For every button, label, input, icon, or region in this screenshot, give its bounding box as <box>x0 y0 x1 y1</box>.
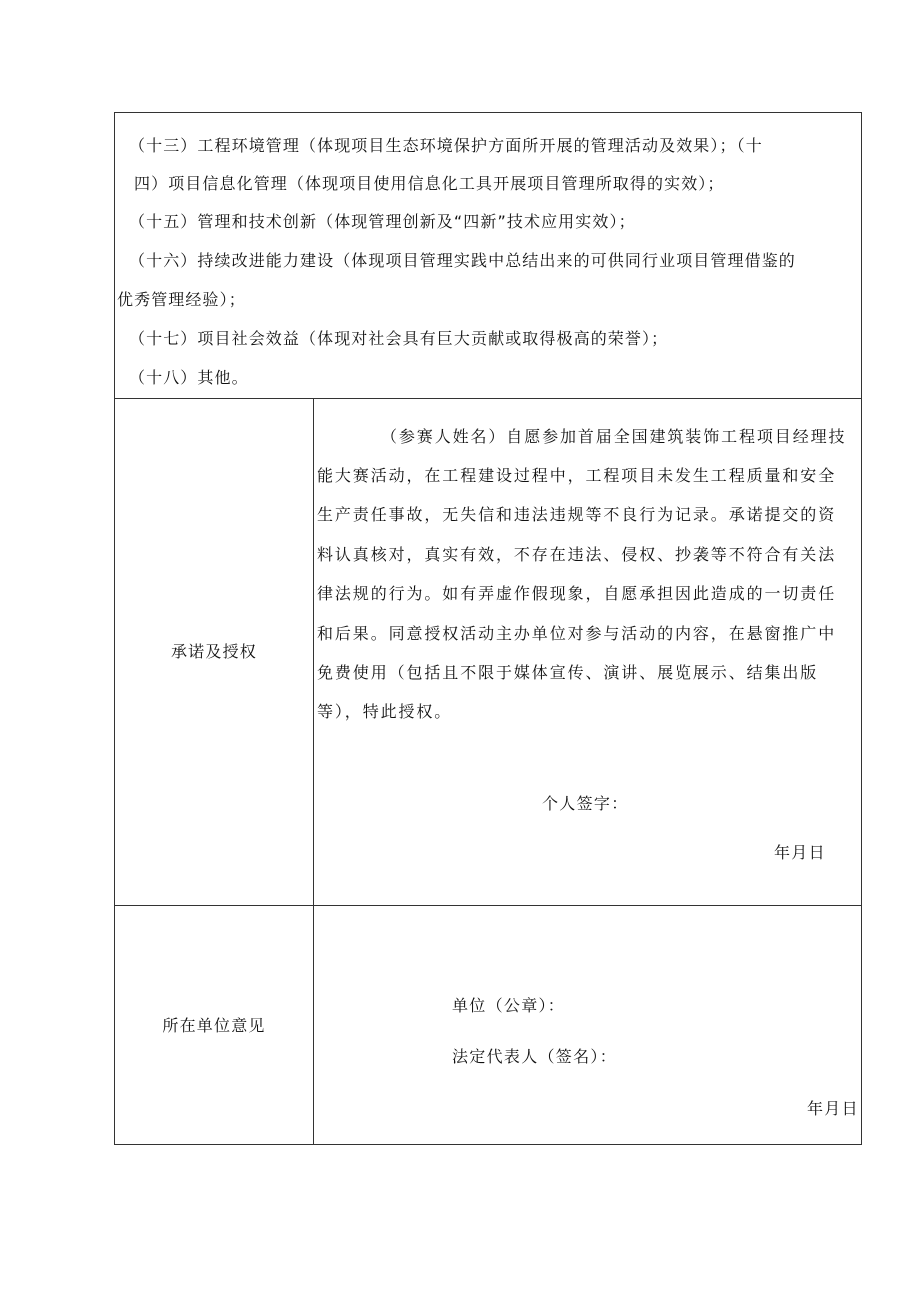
unit-opinion-date-label: 年月日 <box>807 1099 859 1118</box>
unit-seal-label: 单位（公章）： <box>452 996 566 1015</box>
commitment-row <box>115 399 861 906</box>
item-16-text: （十六）持续改进能力建设（体现项目管理实践中总结出来的可供同行业项目管理借鉴的 <box>129 251 796 270</box>
commitment-text-line: 免费使用（包括且不限于媒体宣传、演讲、展览展示、结集出版 <box>317 663 819 682</box>
unit-opinion-content-cell <box>314 906 861 1144</box>
commitment-text-line: 料认真核对，真实有效，不存在违法、侵权、抄袭等不符合有关法 <box>317 545 837 564</box>
commitment-content-cell <box>314 399 861 905</box>
commitment-label-cell <box>115 399 314 905</box>
item-15-text: （十五）管理和技术创新（体现管理创新及“四新”技术应用实效）； <box>129 212 636 231</box>
commitment-text-line: （参赛人姓名）自愿参加首届全国建筑装饰工程项目经理技 <box>381 427 847 446</box>
item-13-text: （十三）工程环境管理（体现项目生态环境保护方面所开展的管理活动及效果）；（十 <box>129 136 763 155</box>
commitment-text-line: 和后果。同意授权活动主办单位对参与活动的内容，在悬窗推广中 <box>317 624 837 643</box>
commitment-label: 承诺及授权 <box>170 642 257 661</box>
application-form-table <box>114 112 862 1145</box>
commitment-text-line: 律法规的行为。如有弄虚作假现象，自愿承担因此造成的一切责任 <box>317 584 837 603</box>
item-17-text: （十七）项目社会效益（体现对社会具有巨大贡献或取得极高的荣誉）； <box>129 329 669 348</box>
item-16-text-continued: 优秀管理经验）； <box>117 290 246 309</box>
commitment-date-label: 年月日 <box>774 843 826 862</box>
commitment-text-line: 生产责任事故，无失信和违法违规等不良行为记录。承诺提交的资 <box>317 505 837 524</box>
commitment-text-line: 能大赛活动，在工程建设过程中，工程项目未发生工程质量和安全 <box>317 466 837 485</box>
personal-signature-label: 个人签字： <box>542 794 629 813</box>
project-items-section <box>115 113 861 399</box>
unit-opinion-label: 所在单位意见 <box>162 1016 266 1035</box>
commitment-text-line: 等），特此授权。 <box>317 702 453 721</box>
unit-opinion-label-cell <box>115 906 314 1144</box>
item-14-text: 四）项目信息化管理（体现项目使用信息化工具开展项目管理所取得的实效）； <box>134 174 725 193</box>
legal-representative-signature-label: 法定代表人（签名）： <box>452 1047 618 1066</box>
item-18-text: （十八）其他。 <box>129 368 249 387</box>
unit-opinion-row <box>115 906 861 1144</box>
